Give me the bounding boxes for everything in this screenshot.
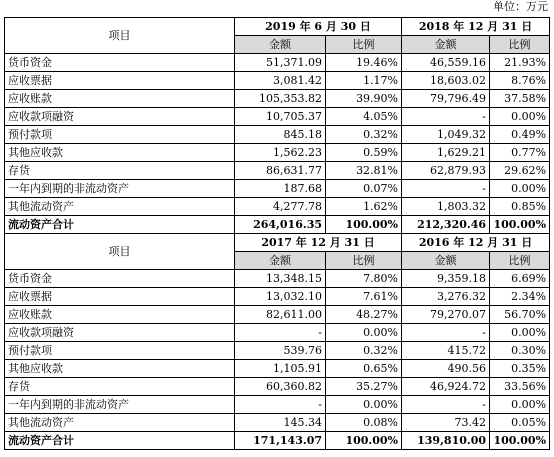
amount-cell: 1,105.91 [235,360,326,378]
amount-cell: 51,371.09 [235,54,326,72]
ratio-cell: 0.05% [490,414,550,432]
ratio-cell: 0.35% [490,360,550,378]
row-label: 应收账款 [5,90,235,108]
table-row [5,414,550,432]
row-label: 应收款项融资 [5,108,235,126]
ratio-cell: 7.61% [326,288,402,306]
amount-cell: 46,559.16 [402,54,490,72]
amount-cell: 4,277.78 [235,198,326,216]
period-header: 2019 年 6 月 30 日 [235,18,402,36]
amount-cell: 1,803.32 [402,198,490,216]
amount-cell: 845.18 [235,126,326,144]
table-row [5,54,550,72]
ratio-cell: 0.65% [326,360,402,378]
period-header: 2016 年 12 月 31 日 [402,234,550,252]
row-label: 一年内到期的非流动资产 [5,180,235,198]
ratio-cell: 6.69% [490,270,550,288]
ratio-cell: 0.00% [490,108,550,126]
row-label: 应收票据 [5,72,235,90]
amount-cell: 73.42 [402,414,490,432]
ratio-cell: 1.62% [326,198,402,216]
amount-cell: 539.76 [235,342,326,360]
ratio-cell: 32.81% [326,162,402,180]
amount-cell: 145.34 [235,414,326,432]
table-row [5,72,550,90]
total-amount-cell: 171,143.07 [235,432,326,450]
total-amount-cell: 264,016.35 [235,216,326,234]
table-row [5,306,550,324]
table-row [5,108,550,126]
total-row [5,216,550,234]
amount-cell: 82,611.00 [235,306,326,324]
row-label: 货币资金 [5,270,235,288]
table-row [5,270,550,288]
ratio-cell: 0.00% [490,324,550,342]
ratio-header: 比例 [326,252,402,270]
table-body [5,18,550,450]
amount-cell: 415.72 [402,342,490,360]
row-label: 应收账款 [5,306,235,324]
row-label: 预付款项 [5,126,235,144]
amount-cell: 187.68 [235,180,326,198]
period-header: 2017 年 12 月 31 日 [235,234,402,252]
ratio-cell: 0.77% [490,144,550,162]
total-ratio-cell: 100.00% [326,216,402,234]
amount-cell: 13,348.15 [235,270,326,288]
amount-cell: 9,359.18 [402,270,490,288]
row-label: 应收款项融资 [5,324,235,342]
row-label: 其他应收款 [5,360,235,378]
ratio-cell: 0.32% [326,126,402,144]
table-row [5,126,550,144]
amount-cell: 60,360.82 [235,378,326,396]
table-row [5,360,550,378]
table-row [5,396,550,414]
amount-cell: 1,629.21 [402,144,490,162]
total-amount-cell: 139,810.00 [402,432,490,450]
row-label: 其他流动资产 [5,414,235,432]
amount-header: 金额 [402,252,490,270]
row-label: 应收票据 [5,288,235,306]
amount-header: 金额 [402,36,490,54]
amount-cell: 1,562.23 [235,144,326,162]
ratio-cell: 0.85% [490,198,550,216]
amount-cell: - [235,396,326,414]
table-row [5,198,550,216]
total-label: 流动资产合计 [5,432,235,450]
amount-header: 金额 [235,36,326,54]
amount-cell: - [402,396,490,414]
table-row [5,288,550,306]
period-header-row [5,234,550,252]
table-row [5,180,550,198]
ratio-cell: 56.70% [490,306,550,324]
amount-cell: 13,032.10 [235,288,326,306]
amount-cell: 18,603.02 [402,72,490,90]
amount-cell: 105,353.82 [235,90,326,108]
total-ratio-cell: 100.00% [326,432,402,450]
ratio-cell: 0.32% [326,342,402,360]
row-label: 其他流动资产 [5,198,235,216]
row-label: 一年内到期的非流动资产 [5,396,235,414]
ratio-header: 比例 [490,252,550,270]
ratio-cell: 0.00% [490,180,550,198]
amount-cell: 46,924.72 [402,378,490,396]
ratio-header: 比例 [326,36,402,54]
amount-cell: 1,049.32 [402,126,490,144]
table-row [5,90,550,108]
ratio-cell: 8.76% [490,72,550,90]
total-ratio-cell: 100.00% [490,432,550,450]
amount-cell: 62,879.93 [402,162,490,180]
amount-cell: 79,796.49 [402,90,490,108]
table-row [5,162,550,180]
unit-note: 单位：万元 [493,0,548,13]
ratio-cell: 0.30% [490,342,550,360]
ratio-cell: 0.59% [326,144,402,162]
ratio-cell: 2.34% [490,288,550,306]
ratio-cell: 4.05% [326,108,402,126]
total-row [5,432,550,450]
ratio-cell: 0.00% [490,396,550,414]
total-label: 流动资产合计 [5,216,235,234]
ratio-cell: 39.90% [326,90,402,108]
table-row [5,324,550,342]
row-label: 存货 [5,162,235,180]
total-ratio-cell: 100.00% [490,216,550,234]
table-row [5,378,550,396]
total-amount-cell: 212,320.46 [402,216,490,234]
amount-cell: - [235,324,326,342]
ratio-cell: 19.46% [326,54,402,72]
ratio-cell: 0.00% [326,324,402,342]
ratio-cell: 48.27% [326,306,402,324]
ratio-cell: 21.93% [490,54,550,72]
ratio-cell: 29.62% [490,162,550,180]
ratio-cell: 0.07% [326,180,402,198]
amount-cell: 3,081.42 [235,72,326,90]
ratio-cell: 1.17% [326,72,402,90]
current-assets-table [4,17,550,450]
period-header-row [5,18,550,36]
ratio-header: 比例 [490,36,550,54]
ratio-cell: 37.58% [490,90,550,108]
period-header: 2018 年 12 月 31 日 [402,18,550,36]
amount-cell: 490.56 [402,360,490,378]
amount-cell: - [402,180,490,198]
ratio-cell: 0.49% [490,126,550,144]
amount-cell: - [402,324,490,342]
table-row [5,342,550,360]
row-label: 其他应收款 [5,144,235,162]
row-label: 预付款项 [5,342,235,360]
row-label: 货币资金 [5,54,235,72]
amount-cell: 79,270.07 [402,306,490,324]
amount-header: 金额 [235,252,326,270]
amount-cell: 3,276.32 [402,288,490,306]
amount-cell: - [402,108,490,126]
amount-cell: 86,631.77 [235,162,326,180]
ratio-cell: 35.27% [326,378,402,396]
ratio-cell: 0.08% [326,414,402,432]
amount-cell: 10,705.37 [235,108,326,126]
item-column-header: 项目 [5,18,235,54]
table-row [5,144,550,162]
row-label: 存货 [5,378,235,396]
ratio-cell: 33.56% [490,378,550,396]
item-column-header: 项目 [5,234,235,270]
ratio-cell: 7.80% [326,270,402,288]
ratio-cell: 0.00% [326,396,402,414]
